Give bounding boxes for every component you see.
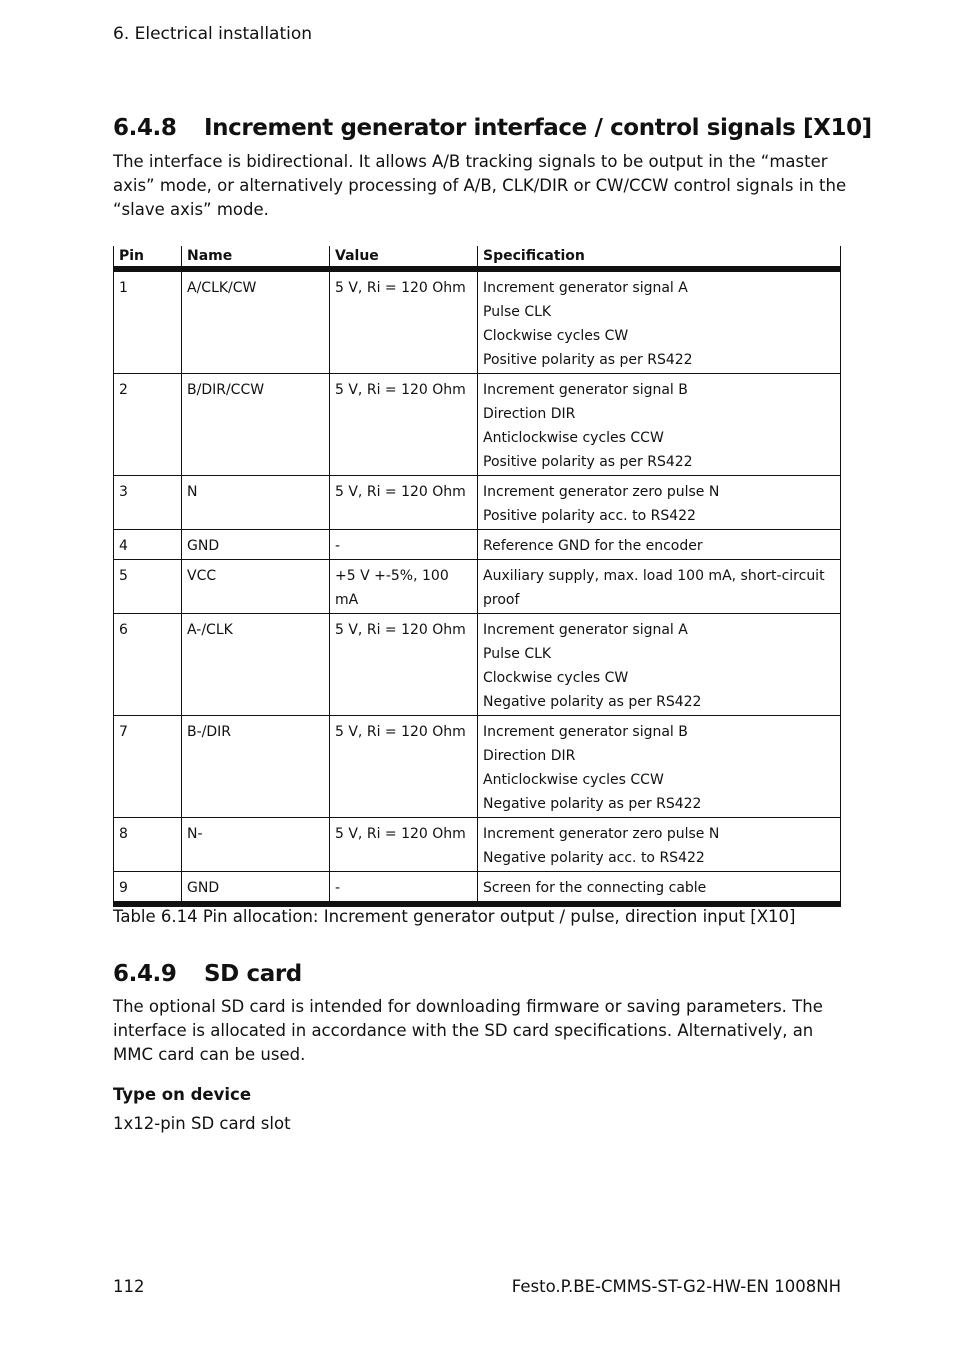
specification-line: Positive polarity as per RS422 — [483, 454, 693, 470]
name-cell: A-/CLK — [182, 614, 330, 716]
table-row — [114, 716, 841, 818]
pin-cell: 2 — [114, 374, 182, 476]
table-row — [114, 269, 841, 374]
section-heading-649 — [113, 961, 302, 987]
column-header-name: Name — [182, 246, 330, 269]
subheading-type-on-device: Type on device — [113, 1085, 252, 1104]
name-cell: N- — [182, 818, 330, 872]
specification-line: Pulse CLK — [483, 646, 552, 662]
pin-cell: 8 — [114, 818, 182, 872]
specification-line: Increment generator zero pulse N — [483, 484, 720, 500]
name-cell: B/DIR/CCW — [182, 374, 330, 476]
specification-line: Negative polarity as per RS422 — [483, 694, 702, 710]
intro-line: The interface is bidirectional. It allows A/B tracking signals to be output in the “master — [113, 152, 828, 171]
specification-line: Pulse CLK — [483, 304, 552, 320]
specification-line: Positive polarity acc. to RS422 — [483, 508, 696, 524]
section-number: 6.4.8 — [113, 115, 177, 141]
table-row — [114, 818, 841, 872]
column-header-value: Value — [330, 246, 478, 269]
specification-cell — [478, 818, 841, 872]
value-cell: +5 V +-5%, 100 mA — [330, 560, 478, 614]
name-cell: GND — [182, 872, 330, 905]
specification-cell — [478, 269, 841, 374]
value-cell: 5 V, Ri = 120 Ohm — [330, 476, 478, 530]
pin-cell: 6 — [114, 614, 182, 716]
sd-slot-text: 1x12-pin SD card slot — [113, 1114, 291, 1133]
specification-cell — [478, 716, 841, 818]
specification-line: Increment generator signal B — [483, 382, 688, 398]
specification-line: Positive polarity as per RS422 — [483, 352, 693, 368]
table-row — [114, 872, 841, 905]
specification-line: Increment generator signal B — [483, 724, 688, 740]
pin-cell: 3 — [114, 476, 182, 530]
intro-line: interface is allocated in accordance with the SD card specifications. Alternatively, an — [113, 1021, 814, 1040]
specification-cell — [478, 614, 841, 716]
section-title: SD card — [204, 961, 302, 987]
table-header-row — [114, 246, 841, 269]
running-header: 6. Electrical installation — [113, 24, 313, 44]
value-cell: 5 V, Ri = 120 Ohm — [330, 374, 478, 476]
section-heading-648 — [113, 115, 872, 141]
table-caption: Table 6.14 Pin allocation: Increment generator output / pulse, direction input [X10] — [113, 907, 796, 926]
pin-cell: 5 — [114, 560, 182, 614]
specification-line: Increment generator signal A — [483, 622, 688, 638]
specification-line: Anticlockwise cycles CCW — [483, 772, 664, 788]
specification-line: Increment generator zero pulse N — [483, 826, 720, 842]
document-id: Festo.P.BE-CMMS-ST-G2-HW-EN 1008NH — [511, 1277, 841, 1296]
column-header-pin: Pin — [114, 246, 182, 269]
intro-line: axis” mode, or alternatively processing of A/B, CLK/DIR or CW/CCW control signals in the — [113, 176, 847, 195]
page-number: 112 — [113, 1277, 145, 1296]
pin-cell: 9 — [114, 872, 182, 905]
specification-line: Reference GND for the encoder — [483, 538, 703, 554]
specification-line: Auxiliary supply, max. load 100 mA, short-circuit — [483, 568, 825, 584]
section-number: 6.4.9 — [113, 961, 177, 987]
specification-line: Direction DIR — [483, 406, 576, 422]
specification-cell — [478, 872, 841, 905]
specification-line: Direction DIR — [483, 748, 576, 764]
pin-cell: 1 — [114, 269, 182, 374]
intro-line: The optional SD card is intended for downloading firmware or saving parameters. The — [113, 997, 823, 1016]
pin-cell: 4 — [114, 530, 182, 560]
specification-line: Clockwise cycles CW — [483, 328, 629, 344]
name-cell: B-/DIR — [182, 716, 330, 818]
table-row — [114, 374, 841, 476]
table-row — [114, 476, 841, 530]
pin-cell: 7 — [114, 716, 182, 818]
specification-cell — [478, 530, 841, 560]
value-cell: 5 V, Ri = 120 Ohm — [330, 269, 478, 374]
specification-line: Anticlockwise cycles CCW — [483, 430, 664, 446]
name-cell: GND — [182, 530, 330, 560]
specification-cell — [478, 374, 841, 476]
specification-cell — [478, 476, 841, 530]
value-cell: - — [330, 872, 478, 905]
value-cell: 5 V, Ri = 120 Ohm — [330, 818, 478, 872]
column-header-specification: Specification — [478, 246, 841, 269]
value-cell: - — [330, 530, 478, 560]
specification-line: Negative polarity acc. to RS422 — [483, 850, 705, 866]
specification-line: Clockwise cycles CW — [483, 670, 629, 686]
specification-line: Increment generator signal A — [483, 280, 688, 296]
table-row — [114, 530, 841, 560]
table-row — [114, 560, 841, 614]
value-cell: 5 V, Ri = 120 Ohm — [330, 716, 478, 818]
table-row — [114, 614, 841, 716]
section-title: Increment generator interface / control signals [X10] — [204, 115, 872, 141]
value-cell: 5 V, Ri = 120 Ohm — [330, 614, 478, 716]
intro-line: “slave axis” mode. — [113, 200, 269, 219]
name-cell: N — [182, 476, 330, 530]
specification-cell — [478, 560, 841, 614]
section-648-intro — [113, 150, 847, 222]
pin-allocation-table — [113, 246, 841, 907]
intro-line: MMC card can be used. — [113, 1045, 306, 1064]
name-cell: VCC — [182, 560, 330, 614]
name-cell: A/CLK/CW — [182, 269, 330, 374]
section-649-intro — [113, 995, 843, 1067]
specification-line: Negative polarity as per RS422 — [483, 796, 702, 812]
table-body — [114, 269, 841, 904]
specification-line: proof — [483, 592, 520, 608]
specification-line: Screen for the connecting cable — [483, 880, 707, 896]
